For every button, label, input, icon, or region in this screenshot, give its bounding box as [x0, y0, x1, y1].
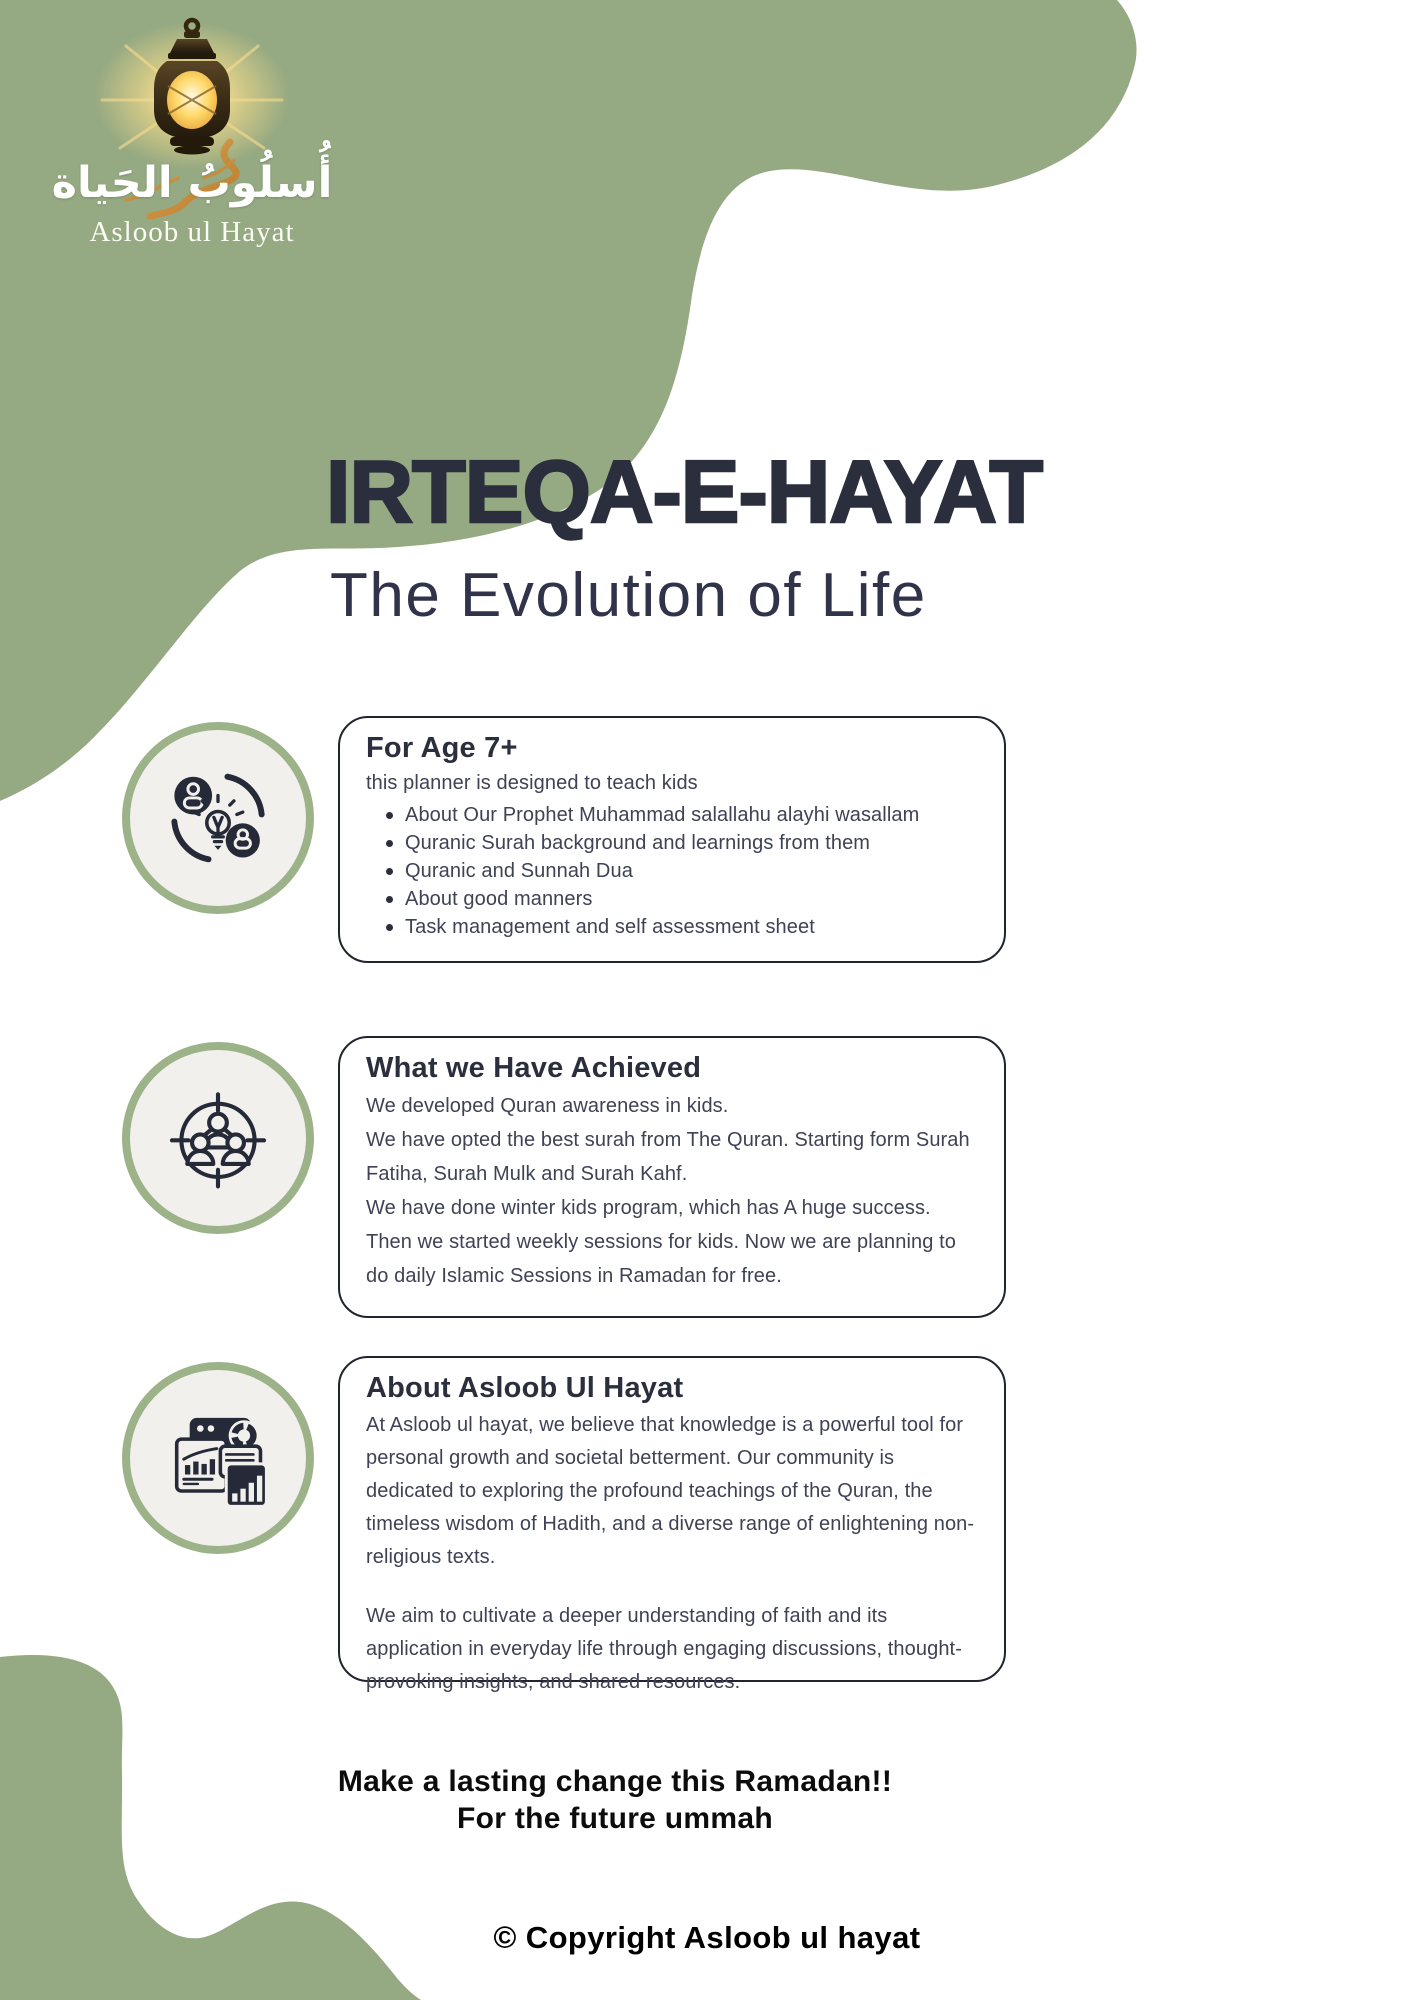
info-card-achievements	[338, 1036, 1006, 1318]
card-bullet-list	[366, 801, 980, 941]
card-text-line: We developed Quran awareness in kids.	[366, 1095, 729, 1117]
card-heading: For Age 7+	[366, 732, 518, 764]
achievements-card-icon-circle	[122, 1042, 314, 1234]
bullet-item: Quranic Surah background and learnings from them	[386, 829, 980, 857]
card-text-line: We have done winter kids program, which has A huge success. Then we started weekly sessions for kids. Now we are planning to do daily Islamic Sessions in Ramadan for free.	[366, 1197, 957, 1287]
card-heading: What we Have Achieved	[366, 1052, 702, 1084]
brand-name: Asloob ul Hayat	[89, 216, 295, 248]
promo-line-1: Make a lasting change this Ramadan!!	[337, 1765, 893, 1798]
card-paragraph: At Asloob ul hayat, we believe that knowledge is a powerful tool for personal growth and societal betterment. Our community is dedicated to exploring the profound teachings of the Quran, the timeless wisdom of Hadith, and a diverse range of enlightening non-religious texts.	[366, 1414, 975, 1568]
card-text-line: We have opted the best surah from The Quran. Starting form Surah Fatiha, Surah Mulk and Surah Kahf.	[366, 1129, 970, 1185]
community-target-icon	[159, 1079, 277, 1197]
info-card-about	[338, 1356, 1006, 1693]
analytics-dashboard-icon	[159, 1399, 277, 1517]
bullet-item: About good manners	[386, 885, 980, 913]
people-lightbulb-icon	[159, 759, 277, 877]
promo-line-2: For the future ummah	[456, 1802, 773, 1835]
about-card-icon-circle	[122, 1362, 314, 1554]
bullet-item: Task management and self assessment sheet	[386, 913, 980, 941]
page-title: IRTEQA-E-HAYAT	[326, 442, 1043, 541]
bullet-item: Quranic and Sunnah Dua	[386, 857, 980, 885]
card-heading: About Asloob Ul Hayat	[366, 1372, 684, 1404]
logo-arabic-calligraphy: أُسلُوبُ الحَياة	[51, 158, 333, 208]
info-card-for-age	[338, 716, 1006, 963]
card-paragraph: We aim to cultivate a deeper understanding of faith and its application in everyday life through engaging discussions, thought-provoking insights, and shared resources.	[366, 1605, 962, 1693]
page-subtitle: The Evolution of Life	[330, 561, 927, 630]
bullet-item: About Our Prophet Muhammad salallahu alayhi wasallam	[386, 801, 980, 829]
age-card-icon-circle	[122, 722, 314, 914]
promo-text	[150, 1763, 1080, 1837]
card-intro: this planner is designed to teach kids	[366, 772, 698, 794]
copyright-text: © Copyright Asloob ul hayat	[493, 1920, 921, 1955]
